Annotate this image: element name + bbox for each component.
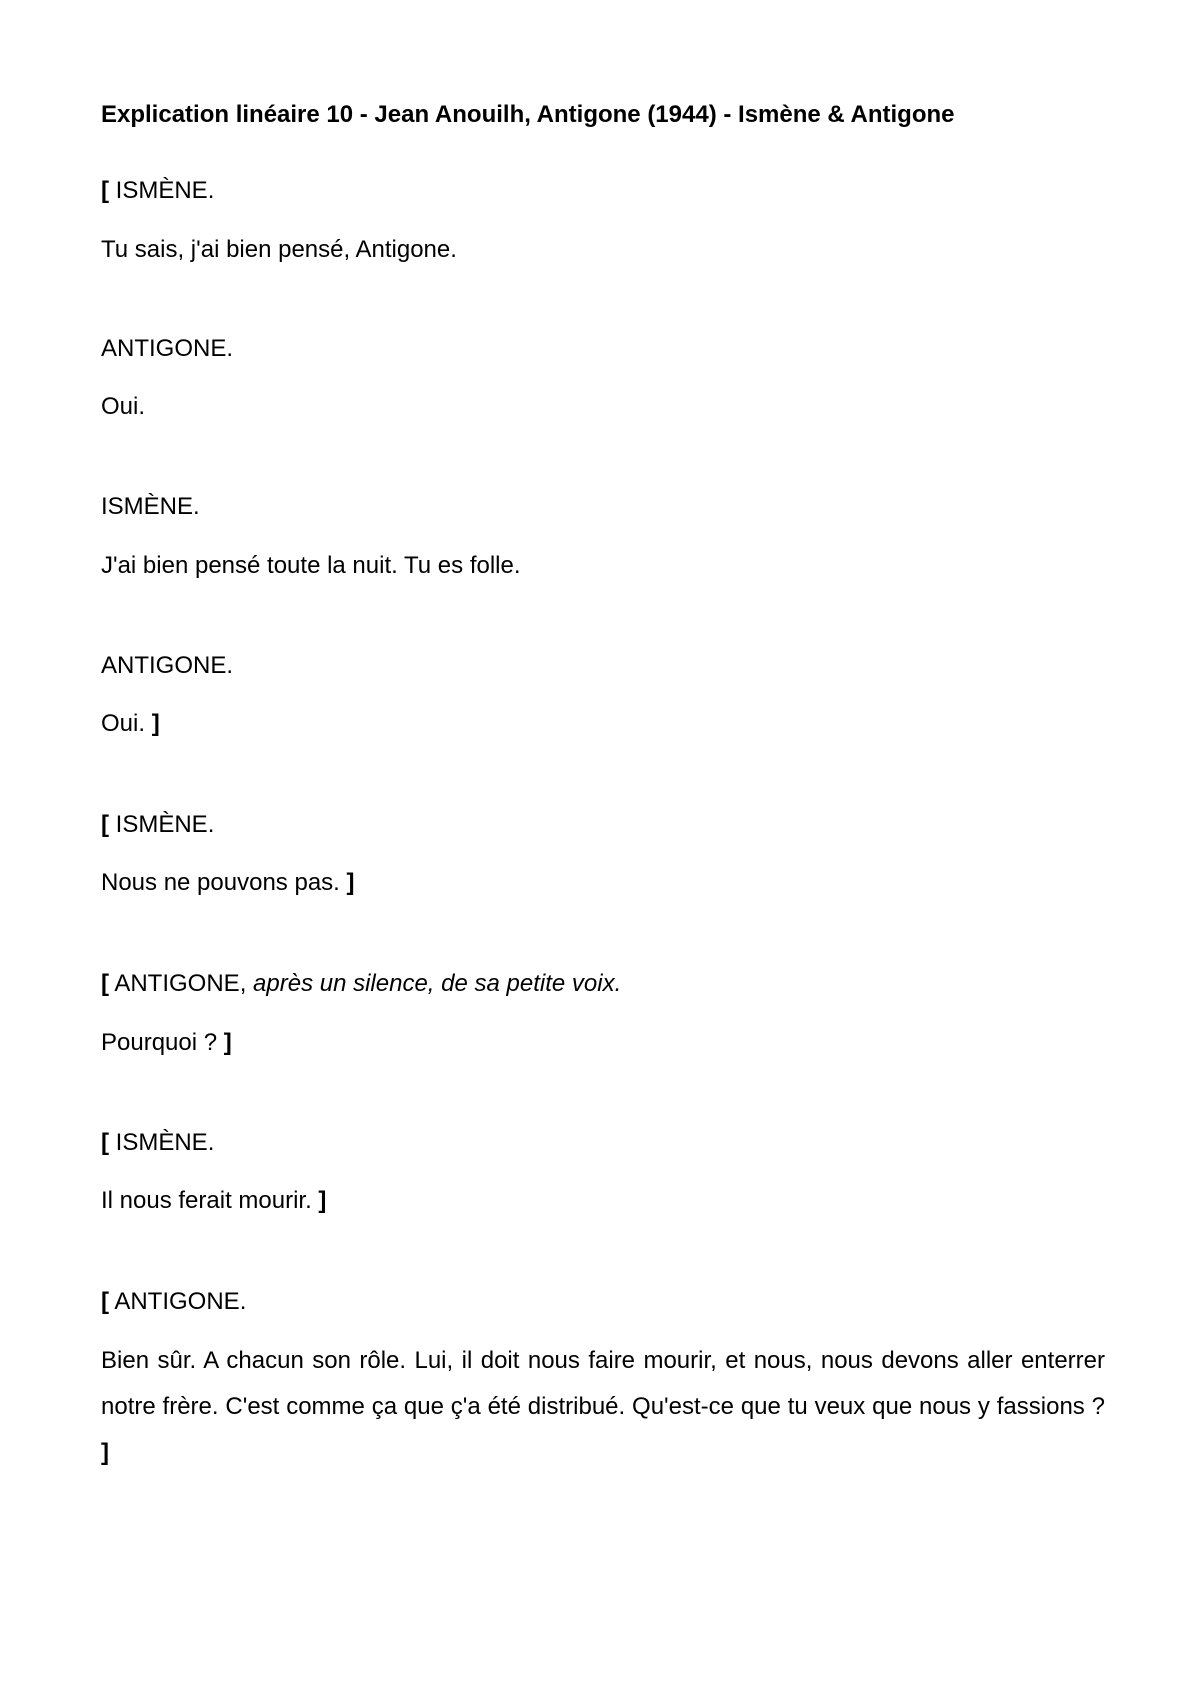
speaker-line (101, 1287, 246, 1317)
speaker-name: ANTIGONE. (101, 335, 234, 362)
close-bracket: ] (101, 1439, 109, 1466)
dialogue-line-with-bracket (101, 1186, 326, 1216)
dialogue-line: Oui. (101, 393, 146, 420)
open-bracket: [ (101, 177, 109, 204)
open-bracket: [ (101, 970, 109, 997)
dialogue-line: J'ai bien pensé toute la nuit. Tu es folle. (101, 552, 521, 579)
speaker-name: ANTIGONE. (101, 652, 234, 679)
open-bracket: [ (101, 1288, 109, 1315)
dialogue-line-with-bracket (101, 868, 355, 898)
document-title: Explication linéaire 10 - Jean Anouilh, Antigone (1944) - Ismène & Antigone (101, 101, 955, 128)
dialogue-text: Il nous ferait mourir. (101, 1187, 312, 1214)
dialogue-text: Oui. (101, 710, 146, 737)
speaker-name: ISMÈNE. (115, 811, 215, 838)
speaker-name: ANTIGONE. (114, 1288, 247, 1315)
open-bracket: [ (101, 811, 109, 838)
dialogue-text: Pourquoi ? (101, 1029, 218, 1056)
close-bracket: ] (151, 710, 160, 737)
stage-direction: après un silence, de sa petite voix. (253, 970, 622, 997)
close-bracket: ] (318, 1187, 327, 1214)
speaker-name: ISMÈNE. (115, 1129, 215, 1156)
speaker-name: ANTIGONE, (114, 970, 247, 997)
speaker-name: ISMÈNE. (115, 177, 215, 204)
close-bracket: ] (223, 1029, 232, 1056)
dialogue-line-with-bracket (101, 709, 160, 739)
speaker-line (101, 1128, 214, 1158)
dialogue-text: Bien sûr. A chacun son rôle. Lui, il doit nous faire mourir, et nous, nous devons aller enterrer notre frère. C'est comme ça que ç'a été distribué. Qu'est-ce que tu veux que nous y fassions ? (101, 1347, 1105, 1420)
dialogue-line: Tu sais, j'ai bien pensé, Antigone. (101, 236, 457, 263)
dialogue-paragraph (101, 1338, 1105, 1476)
speaker-line (101, 969, 621, 999)
speaker-name: ISMÈNE. (101, 493, 200, 520)
speaker-line (101, 810, 214, 840)
open-bracket: [ (101, 1129, 109, 1156)
speaker-line (101, 176, 214, 206)
dialogue-line-with-bracket (101, 1028, 232, 1058)
dialogue-text: Nous ne pouvons pas. (101, 869, 340, 896)
close-bracket: ] (346, 869, 355, 896)
